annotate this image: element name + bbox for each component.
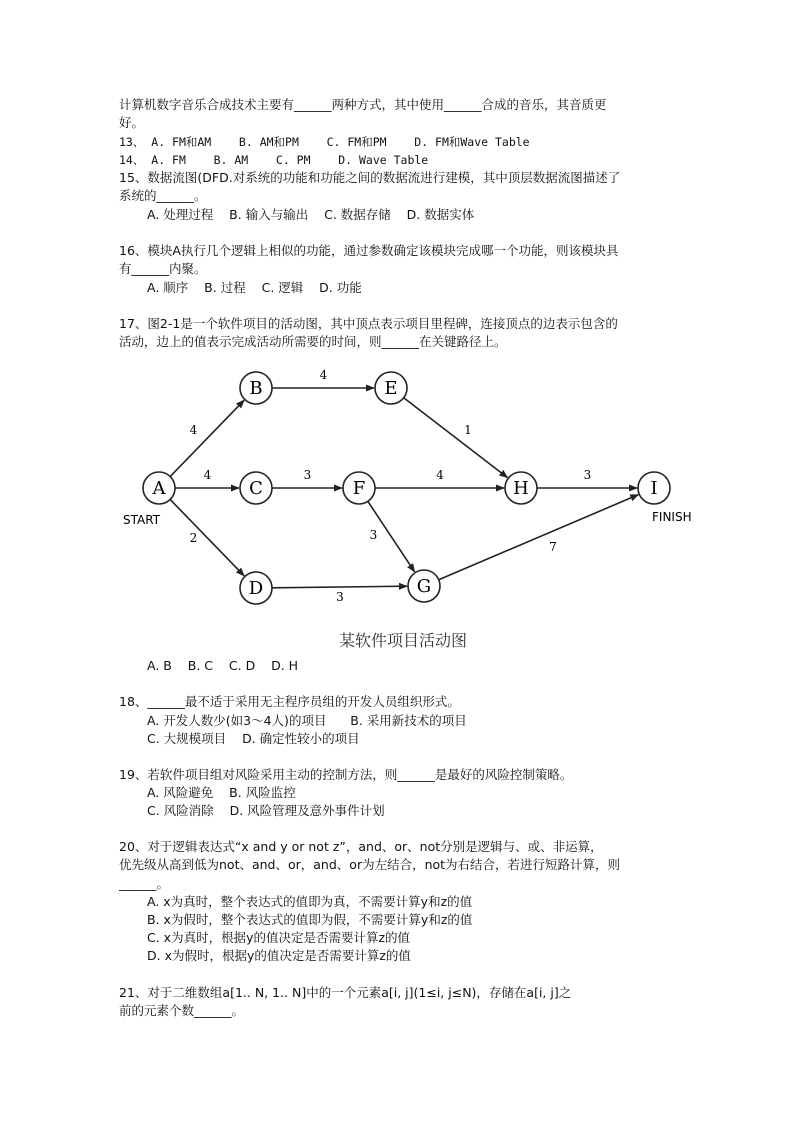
text-line-l23: A. x为真时，整个表达式的值即为真，不需要计算y和z的值 xyxy=(147,894,473,909)
node-label-B: B xyxy=(249,378,263,399)
node-label-H: H xyxy=(513,478,529,499)
edge-weight-A-C: 4 xyxy=(203,468,212,482)
start-label: START xyxy=(123,513,161,527)
text-line-l12: 活动，边上的值表示完成活动所需要的时间，则______在关键路径上。 xyxy=(119,334,507,349)
text-line-l22: ______。 xyxy=(119,876,170,891)
text-line-l17: 19、若软件项目组对风险采用主动的控制方法，则______是最好的风险控制策略。 xyxy=(119,767,573,782)
text-line-l21: 优先级从高到低为not、and、or，and、or为左结合，not为右结合，若进行短路计算，则 xyxy=(119,857,621,872)
diagram-caption: 某软件项目活动图 xyxy=(339,631,468,650)
text-line-l3: 13、 A. FM和AM B. AM和PM C. FM和PM D. FM和Wave Table xyxy=(119,135,530,149)
node-label-I: I xyxy=(650,478,658,499)
node-label-D: D xyxy=(248,578,264,599)
text-line-l18: A. 风险避免 B. 风险监控 xyxy=(147,785,296,800)
edge-weight-H-I: 3 xyxy=(583,468,592,482)
node-label-F: F xyxy=(352,478,366,499)
edge-weight-A-B: 4 xyxy=(189,423,198,437)
edge-weight-G-I: 7 xyxy=(549,540,557,554)
edge-A-B xyxy=(170,400,244,476)
text-line-l26: D. x为假时，根据y的值决定是否需要计算z的值 xyxy=(147,948,411,963)
edge-weight-B-E: 4 xyxy=(319,368,328,382)
text-line-l2: 好。 xyxy=(119,115,145,130)
edge-D-G xyxy=(272,586,407,588)
text-line-l13: A. B B. C C. D D. H xyxy=(147,658,299,673)
edge-G-I xyxy=(439,495,639,580)
finish-label: FINISH xyxy=(652,510,692,524)
text-line-l11: 17、图2-1是一个软件项目的活动图，其中顶点表示项目里程碑，连接顶点的边表示包含的 xyxy=(119,316,618,331)
edge-A-D xyxy=(170,499,244,575)
text-line-l14: 18、______最不适于采用无主程序员组的开发人员组织形式。 xyxy=(119,694,460,709)
node-label-C: C xyxy=(249,478,263,499)
text-line-l28: 前的元素个数______。 xyxy=(119,1003,245,1018)
edge-weight-F-G: 3 xyxy=(369,528,378,542)
text-line-l24: B. x为假时，整个表达式的值即为假，不需要计算y和z的值 xyxy=(147,912,473,927)
text-line-l19: C. 风险消除 D. 风险管理及意外事件计划 xyxy=(147,803,385,818)
text-line-l20: 20、对于逻辑表达式“x and y or not z”，and、or、not分别是逻辑与、或、非运算， xyxy=(119,839,603,854)
activity-diagram xyxy=(119,360,709,660)
node-label-G: G xyxy=(416,576,432,597)
text-line-l15: A. 开发人数少(如3～4人)的项目 B. 采用新技术的项目 xyxy=(147,713,467,728)
edge-weight-A-D: 2 xyxy=(189,531,198,545)
text-line-l1: 计算机数字音乐合成技术主要有______两种方式，其中使用______合成的音乐，其音质更 xyxy=(119,97,607,112)
node-label-A: A xyxy=(152,478,166,499)
edge-weight-F-H: 4 xyxy=(436,468,444,482)
text-line-l25: C. x为真时，根据y的值决定是否需要计算z的值 xyxy=(147,930,411,945)
edge-weight-D-G: 3 xyxy=(336,590,344,604)
text-line-l27: 21、对于二维数组a[1.. N, 1.. N]中的一个元素a[i, j](1≤i, j≤N)，存储在a[i, j]之 xyxy=(119,985,572,1000)
edge-weight-C-F: 3 xyxy=(303,468,312,482)
text-line-l7: A. 处理过程 B. 输入与输出 C. 数据存储 D. 数据实体 xyxy=(147,207,475,222)
edge-E-H xyxy=(404,398,508,478)
text-line-l5: 15、数据流图(DFD.对系统的功能和功能之间的数据流进行建模，其中顶层数据流图描述了 xyxy=(119,170,621,185)
text-line-l8: 16、模块A执行几个逻辑上相似的功能，通过参数确定该模块完成哪一个功能，则该模块具 xyxy=(119,243,619,258)
text-line-l16: C. 大规模项目 D. 确定性较小的项目 xyxy=(147,731,360,746)
text-line-l6: 系统的______。 xyxy=(119,188,207,203)
edge-weight-E-H: 1 xyxy=(464,423,472,437)
text-line-l4: 14、 A. FM B. AM C. PM D. Wave Table xyxy=(119,153,429,167)
node-label-E: E xyxy=(384,378,398,399)
text-line-l9: 有______内聚。 xyxy=(119,261,207,276)
text-line-l10: A. 顺序 B. 过程 C. 逻辑 D. 功能 xyxy=(147,280,362,295)
